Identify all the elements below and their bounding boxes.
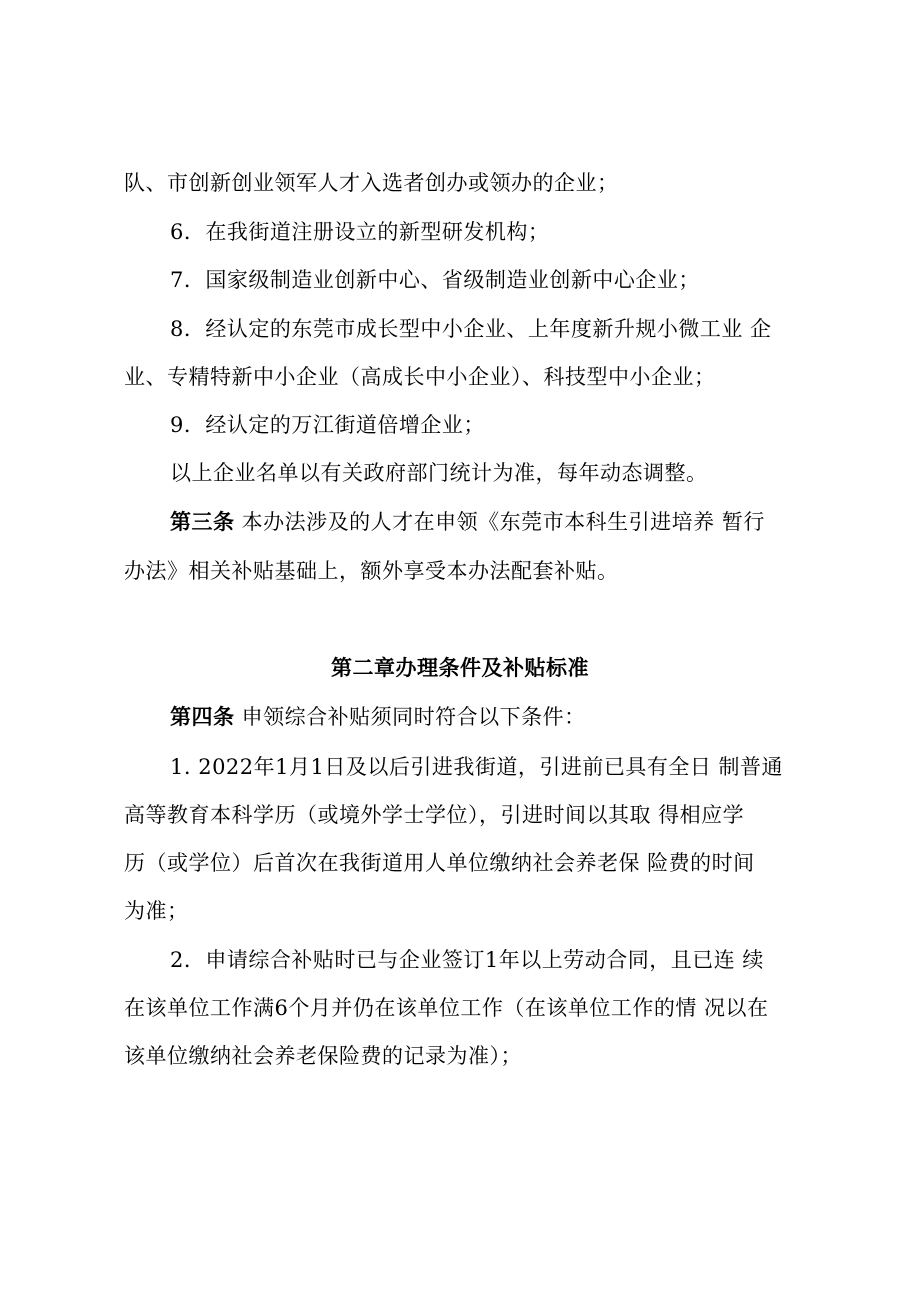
condition-1-cont: 历（或学位）后首次在我街道用人单位缴纳社会养老保 险费的时间 bbox=[124, 851, 755, 875]
article-4-text: 申领综合补贴须同时符合以下条件： bbox=[234, 705, 586, 729]
article-4 bbox=[170, 702, 586, 732]
paragraph-line: 队、市创新创业领军人才入选者创办或领办的企业； bbox=[124, 171, 619, 195]
article-3-label: 第三条 bbox=[170, 510, 235, 534]
article-3-text: 本办法涉及的人才在申领《东莞市本科生引进培养 暂行 bbox=[234, 510, 765, 534]
condition-2-cont: 在该单位工作满6个月并仍在该单位工作（在该单位工作的情 况以在 bbox=[124, 996, 769, 1020]
list-item-9: 9．经认定的万江街道倍增企业； bbox=[170, 413, 485, 437]
condition-1-cont: 为准； bbox=[124, 899, 189, 923]
paragraph-note: 以上企业名单以有关政府部门统计为准，每年动态调整。 bbox=[170, 461, 708, 485]
condition-1: 1. 2022年1月1日及以后引进我街道，引进前已具有全日 制普通 bbox=[170, 755, 784, 779]
list-item-8: 8．经认定的东莞市成长型中小企业、上年度新升规小微工业 企 bbox=[170, 317, 772, 341]
condition-1-cont: 高等教育本科学历（或境外学士学位），引进时间以其取 得相应学 bbox=[124, 803, 745, 827]
condition-2: 2．申请综合补贴时已与企业签订1年以上劳动合同，且已连 续 bbox=[170, 948, 764, 972]
article-4-label: 第四条 bbox=[170, 705, 235, 729]
article-3-cont: 办法》相关补贴基础上，额外享受本办法配套补贴。 bbox=[124, 559, 619, 583]
chapter-heading: 第二章办理条件及补贴标准 bbox=[331, 656, 589, 680]
condition-2-cont: 该单位缴纳社会养老保险费的记录为准）； bbox=[124, 1044, 522, 1068]
list-item-8-cont: 业、专精特新中小企业（高成长中小企业）、科技型中小企业； bbox=[124, 365, 716, 389]
list-item-7: 7．国家级制造业创新中心、省级制造业创新中心企业； bbox=[170, 268, 700, 292]
article-3 bbox=[170, 507, 765, 537]
list-item-6: 6．在我街道注册设立的新型研发机构； bbox=[170, 220, 550, 244]
